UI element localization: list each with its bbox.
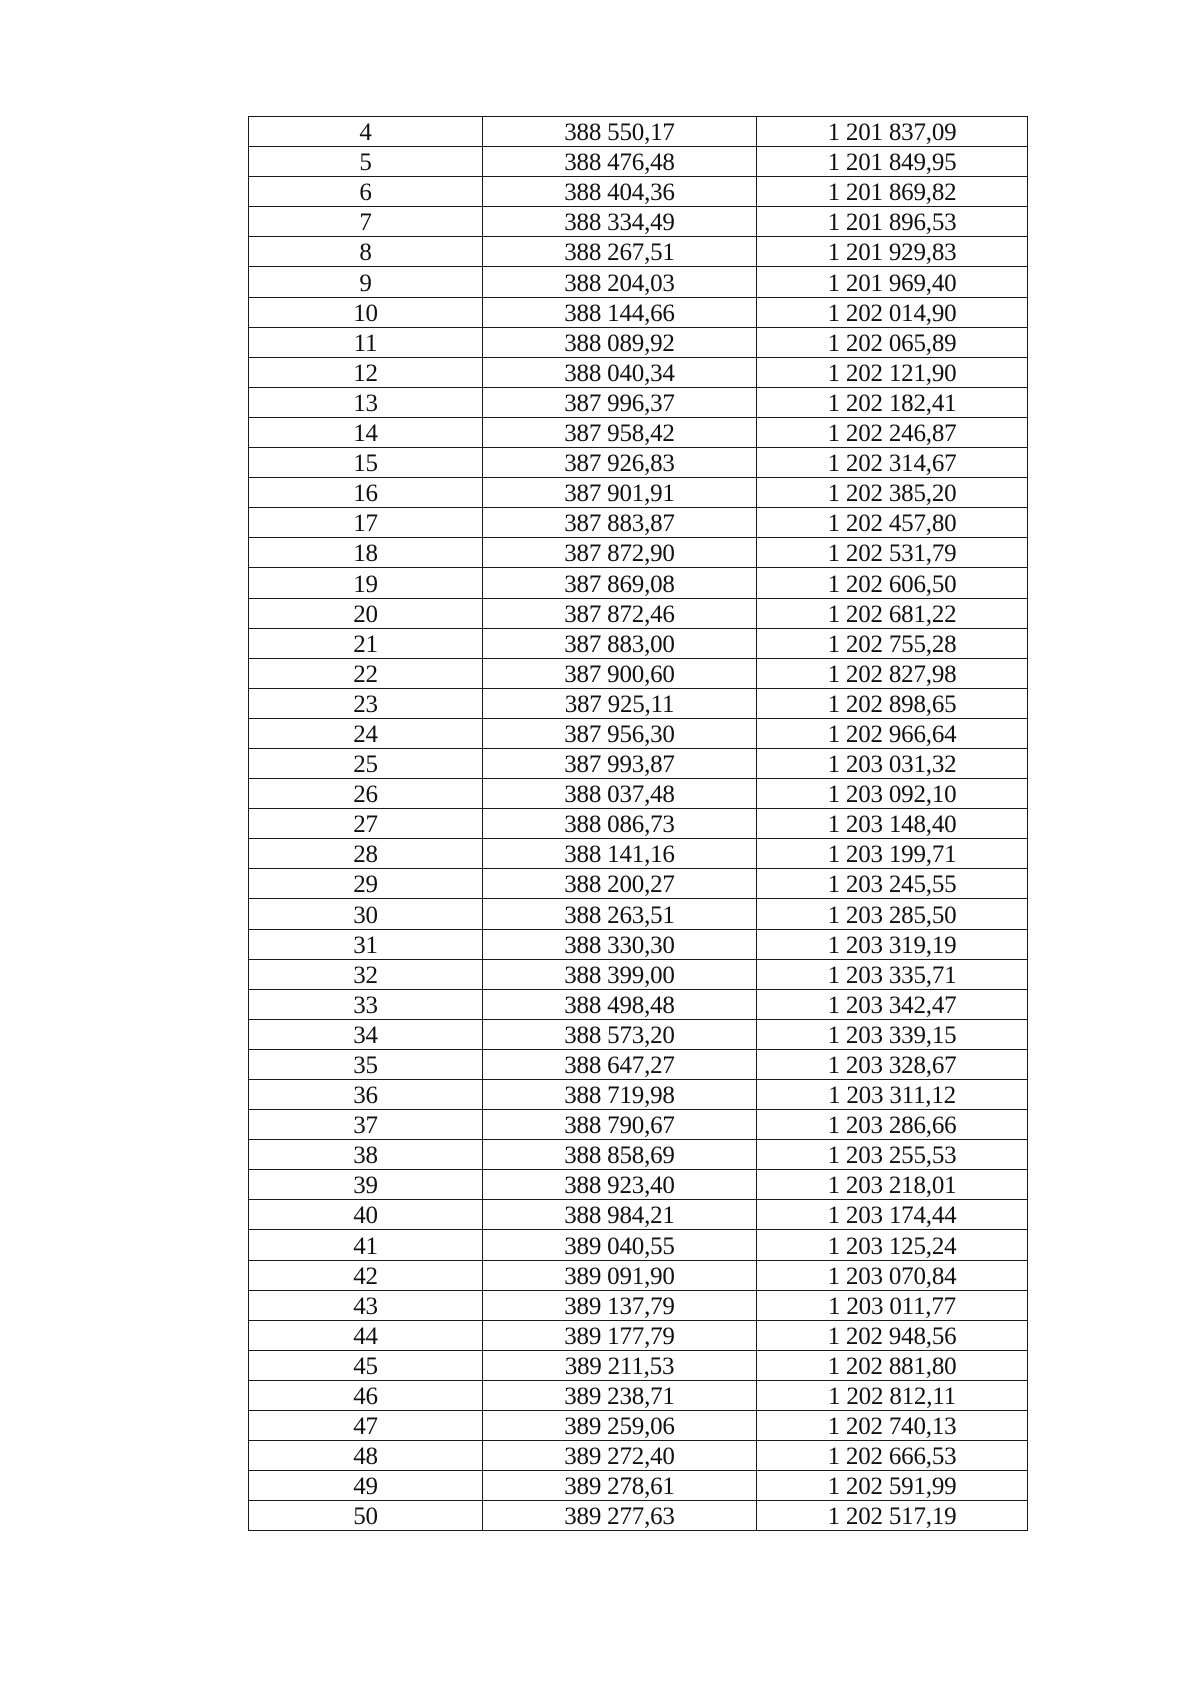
table-row bbox=[249, 1200, 1028, 1230]
x-coordinate-cell: 389 259,06 bbox=[483, 1411, 757, 1441]
y-coordinate-cell: 1 202 898,65 bbox=[757, 688, 1028, 718]
x-coordinate-cell: 389 040,55 bbox=[483, 1230, 757, 1260]
table-row bbox=[249, 658, 1028, 688]
point-number-cell: 30 bbox=[249, 899, 483, 929]
point-number-cell: 28 bbox=[249, 839, 483, 869]
table-row bbox=[249, 1501, 1028, 1531]
table-row bbox=[249, 688, 1028, 718]
table-row bbox=[249, 1049, 1028, 1079]
y-coordinate-cell: 1 201 869,82 bbox=[757, 177, 1028, 207]
point-number-cell: 13 bbox=[249, 387, 483, 417]
x-coordinate-cell: 388 647,27 bbox=[483, 1049, 757, 1079]
x-coordinate-cell: 388 498,48 bbox=[483, 989, 757, 1019]
x-coordinate-cell: 389 137,79 bbox=[483, 1290, 757, 1320]
x-coordinate-cell: 388 550,17 bbox=[483, 117, 757, 147]
y-coordinate-cell: 1 203 125,24 bbox=[757, 1230, 1028, 1260]
x-coordinate-cell: 388 330,30 bbox=[483, 929, 757, 959]
x-coordinate-cell: 388 858,69 bbox=[483, 1140, 757, 1170]
table-row bbox=[249, 748, 1028, 778]
point-number-cell: 22 bbox=[249, 658, 483, 688]
table-row bbox=[249, 1080, 1028, 1110]
y-coordinate-cell: 1 202 531,79 bbox=[757, 538, 1028, 568]
x-coordinate-cell: 388 790,67 bbox=[483, 1110, 757, 1140]
y-coordinate-cell: 1 202 755,28 bbox=[757, 628, 1028, 658]
y-coordinate-cell: 1 201 896,53 bbox=[757, 207, 1028, 237]
y-coordinate-cell: 1 202 246,87 bbox=[757, 417, 1028, 447]
x-coordinate-cell: 388 267,51 bbox=[483, 237, 757, 267]
y-coordinate-cell: 1 203 011,77 bbox=[757, 1290, 1028, 1320]
point-number-cell: 40 bbox=[249, 1200, 483, 1230]
x-coordinate-cell: 387 869,08 bbox=[483, 568, 757, 598]
point-number-cell: 24 bbox=[249, 718, 483, 748]
y-coordinate-cell: 1 203 148,40 bbox=[757, 809, 1028, 839]
table-row bbox=[249, 387, 1028, 417]
y-coordinate-cell: 1 201 929,83 bbox=[757, 237, 1028, 267]
y-coordinate-cell: 1 201 969,40 bbox=[757, 267, 1028, 297]
y-coordinate-cell: 1 202 182,41 bbox=[757, 387, 1028, 417]
x-coordinate-cell: 387 996,37 bbox=[483, 387, 757, 417]
point-number-cell: 4 bbox=[249, 117, 483, 147]
x-coordinate-cell: 388 144,66 bbox=[483, 297, 757, 327]
x-coordinate-cell: 387 926,83 bbox=[483, 448, 757, 478]
point-number-cell: 25 bbox=[249, 748, 483, 778]
table-row bbox=[249, 568, 1028, 598]
x-coordinate-cell: 388 089,92 bbox=[483, 327, 757, 357]
coordinates-table-body bbox=[249, 117, 1028, 1531]
x-coordinate-cell: 388 200,27 bbox=[483, 869, 757, 899]
point-number-cell: 11 bbox=[249, 327, 483, 357]
table-row bbox=[249, 1320, 1028, 1350]
point-number-cell: 45 bbox=[249, 1350, 483, 1380]
table-row bbox=[249, 508, 1028, 538]
table-row bbox=[249, 267, 1028, 297]
y-coordinate-cell: 1 202 827,98 bbox=[757, 658, 1028, 688]
table-row bbox=[249, 989, 1028, 1019]
x-coordinate-cell: 389 277,63 bbox=[483, 1501, 757, 1531]
point-number-cell: 7 bbox=[249, 207, 483, 237]
x-coordinate-cell: 388 719,98 bbox=[483, 1080, 757, 1110]
point-number-cell: 38 bbox=[249, 1140, 483, 1170]
coordinates-table bbox=[248, 116, 1028, 1531]
x-coordinate-cell: 388 334,49 bbox=[483, 207, 757, 237]
y-coordinate-cell: 1 203 255,53 bbox=[757, 1140, 1028, 1170]
point-number-cell: 14 bbox=[249, 417, 483, 447]
x-coordinate-cell: 387 901,91 bbox=[483, 478, 757, 508]
table-row bbox=[249, 177, 1028, 207]
table-row bbox=[249, 327, 1028, 357]
x-coordinate-cell: 388 476,48 bbox=[483, 147, 757, 177]
table-row bbox=[249, 207, 1028, 237]
table-row bbox=[249, 147, 1028, 177]
x-coordinate-cell: 387 925,11 bbox=[483, 688, 757, 718]
table-row bbox=[249, 1441, 1028, 1471]
x-coordinate-cell: 388 204,03 bbox=[483, 267, 757, 297]
x-coordinate-cell: 387 956,30 bbox=[483, 718, 757, 748]
y-coordinate-cell: 1 202 740,13 bbox=[757, 1411, 1028, 1441]
table-row bbox=[249, 899, 1028, 929]
y-coordinate-cell: 1 203 335,71 bbox=[757, 959, 1028, 989]
table-row bbox=[249, 448, 1028, 478]
table-row bbox=[249, 929, 1028, 959]
table-row bbox=[249, 297, 1028, 327]
point-number-cell: 12 bbox=[249, 357, 483, 387]
point-number-cell: 20 bbox=[249, 598, 483, 628]
point-number-cell: 36 bbox=[249, 1080, 483, 1110]
x-coordinate-cell: 388 040,34 bbox=[483, 357, 757, 387]
point-number-cell: 10 bbox=[249, 297, 483, 327]
point-number-cell: 42 bbox=[249, 1260, 483, 1290]
y-coordinate-cell: 1 203 342,47 bbox=[757, 989, 1028, 1019]
point-number-cell: 32 bbox=[249, 959, 483, 989]
table-row bbox=[249, 959, 1028, 989]
table-row bbox=[249, 357, 1028, 387]
table-row bbox=[249, 1260, 1028, 1290]
point-number-cell: 17 bbox=[249, 508, 483, 538]
x-coordinate-cell: 387 883,00 bbox=[483, 628, 757, 658]
point-number-cell: 5 bbox=[249, 147, 483, 177]
y-coordinate-cell: 1 202 457,80 bbox=[757, 508, 1028, 538]
y-coordinate-cell: 1 203 031,32 bbox=[757, 748, 1028, 778]
point-number-cell: 50 bbox=[249, 1501, 483, 1531]
point-number-cell: 19 bbox=[249, 568, 483, 598]
point-number-cell: 27 bbox=[249, 809, 483, 839]
x-coordinate-cell: 388 399,00 bbox=[483, 959, 757, 989]
point-number-cell: 41 bbox=[249, 1230, 483, 1260]
x-coordinate-cell: 389 278,61 bbox=[483, 1471, 757, 1501]
y-coordinate-cell: 1 202 681,22 bbox=[757, 598, 1028, 628]
table-row bbox=[249, 1411, 1028, 1441]
x-coordinate-cell: 388 037,48 bbox=[483, 779, 757, 809]
point-number-cell: 37 bbox=[249, 1110, 483, 1140]
x-coordinate-cell: 389 211,53 bbox=[483, 1350, 757, 1380]
table-row bbox=[249, 869, 1028, 899]
point-number-cell: 48 bbox=[249, 1441, 483, 1471]
x-coordinate-cell: 388 573,20 bbox=[483, 1019, 757, 1049]
table-row bbox=[249, 718, 1028, 748]
table-row bbox=[249, 237, 1028, 267]
point-number-cell: 31 bbox=[249, 929, 483, 959]
x-coordinate-cell: 387 872,90 bbox=[483, 538, 757, 568]
y-coordinate-cell: 1 202 121,90 bbox=[757, 357, 1028, 387]
x-coordinate-cell: 387 900,60 bbox=[483, 658, 757, 688]
table-row bbox=[249, 598, 1028, 628]
table-row bbox=[249, 628, 1028, 658]
y-coordinate-cell: 1 202 812,11 bbox=[757, 1380, 1028, 1410]
table-row bbox=[249, 779, 1028, 809]
table-row bbox=[249, 538, 1028, 568]
table-row bbox=[249, 1350, 1028, 1380]
point-number-cell: 26 bbox=[249, 779, 483, 809]
y-coordinate-cell: 1 203 218,01 bbox=[757, 1170, 1028, 1200]
table-row bbox=[249, 1230, 1028, 1260]
y-coordinate-cell: 1 202 314,67 bbox=[757, 448, 1028, 478]
y-coordinate-cell: 1 203 311,12 bbox=[757, 1080, 1028, 1110]
table-row bbox=[249, 809, 1028, 839]
y-coordinate-cell: 1 203 285,50 bbox=[757, 899, 1028, 929]
y-coordinate-cell: 1 202 517,19 bbox=[757, 1501, 1028, 1531]
y-coordinate-cell: 1 202 591,99 bbox=[757, 1471, 1028, 1501]
point-number-cell: 8 bbox=[249, 237, 483, 267]
point-number-cell: 21 bbox=[249, 628, 483, 658]
table-row bbox=[249, 478, 1028, 508]
x-coordinate-cell: 387 958,42 bbox=[483, 417, 757, 447]
point-number-cell: 43 bbox=[249, 1290, 483, 1320]
point-number-cell: 35 bbox=[249, 1049, 483, 1079]
x-coordinate-cell: 389 272,40 bbox=[483, 1441, 757, 1471]
y-coordinate-cell: 1 203 174,44 bbox=[757, 1200, 1028, 1230]
y-coordinate-cell: 1 202 065,89 bbox=[757, 327, 1028, 357]
y-coordinate-cell: 1 202 948,56 bbox=[757, 1320, 1028, 1350]
y-coordinate-cell: 1 202 881,80 bbox=[757, 1350, 1028, 1380]
table-row bbox=[249, 839, 1028, 869]
y-coordinate-cell: 1 201 837,09 bbox=[757, 117, 1028, 147]
point-number-cell: 49 bbox=[249, 1471, 483, 1501]
x-coordinate-cell: 389 091,90 bbox=[483, 1260, 757, 1290]
x-coordinate-cell: 388 984,21 bbox=[483, 1200, 757, 1230]
table-row bbox=[249, 1380, 1028, 1410]
table-row bbox=[249, 1019, 1028, 1049]
x-coordinate-cell: 388 404,36 bbox=[483, 177, 757, 207]
point-number-cell: 44 bbox=[249, 1320, 483, 1350]
point-number-cell: 18 bbox=[249, 538, 483, 568]
point-number-cell: 39 bbox=[249, 1170, 483, 1200]
y-coordinate-cell: 1 203 286,66 bbox=[757, 1110, 1028, 1140]
point-number-cell: 9 bbox=[249, 267, 483, 297]
point-number-cell: 46 bbox=[249, 1380, 483, 1410]
point-number-cell: 16 bbox=[249, 478, 483, 508]
point-number-cell: 23 bbox=[249, 688, 483, 718]
table-row bbox=[249, 1170, 1028, 1200]
x-coordinate-cell: 388 923,40 bbox=[483, 1170, 757, 1200]
x-coordinate-cell: 387 993,87 bbox=[483, 748, 757, 778]
y-coordinate-cell: 1 203 319,19 bbox=[757, 929, 1028, 959]
point-number-cell: 6 bbox=[249, 177, 483, 207]
table-row bbox=[249, 117, 1028, 147]
y-coordinate-cell: 1 203 328,67 bbox=[757, 1049, 1028, 1079]
point-number-cell: 29 bbox=[249, 869, 483, 899]
y-coordinate-cell: 1 203 339,15 bbox=[757, 1019, 1028, 1049]
point-number-cell: 33 bbox=[249, 989, 483, 1019]
y-coordinate-cell: 1 202 385,20 bbox=[757, 478, 1028, 508]
y-coordinate-cell: 1 203 245,55 bbox=[757, 869, 1028, 899]
x-coordinate-cell: 388 141,16 bbox=[483, 839, 757, 869]
x-coordinate-cell: 389 238,71 bbox=[483, 1380, 757, 1410]
table-row bbox=[249, 1290, 1028, 1320]
y-coordinate-cell: 1 202 606,50 bbox=[757, 568, 1028, 598]
table-row bbox=[249, 1110, 1028, 1140]
y-coordinate-cell: 1 203 199,71 bbox=[757, 839, 1028, 869]
table-row bbox=[249, 417, 1028, 447]
point-number-cell: 34 bbox=[249, 1019, 483, 1049]
y-coordinate-cell: 1 203 070,84 bbox=[757, 1260, 1028, 1290]
y-coordinate-cell: 1 202 966,64 bbox=[757, 718, 1028, 748]
x-coordinate-cell: 388 086,73 bbox=[483, 809, 757, 839]
y-coordinate-cell: 1 203 092,10 bbox=[757, 779, 1028, 809]
x-coordinate-cell: 387 872,46 bbox=[483, 598, 757, 628]
point-number-cell: 47 bbox=[249, 1411, 483, 1441]
y-coordinate-cell: 1 201 849,95 bbox=[757, 147, 1028, 177]
table-row bbox=[249, 1471, 1028, 1501]
y-coordinate-cell: 1 202 014,90 bbox=[757, 297, 1028, 327]
x-coordinate-cell: 389 177,79 bbox=[483, 1320, 757, 1350]
x-coordinate-cell: 388 263,51 bbox=[483, 899, 757, 929]
table-row bbox=[249, 1140, 1028, 1170]
point-number-cell: 15 bbox=[249, 448, 483, 478]
y-coordinate-cell: 1 202 666,53 bbox=[757, 1441, 1028, 1471]
x-coordinate-cell: 387 883,87 bbox=[483, 508, 757, 538]
